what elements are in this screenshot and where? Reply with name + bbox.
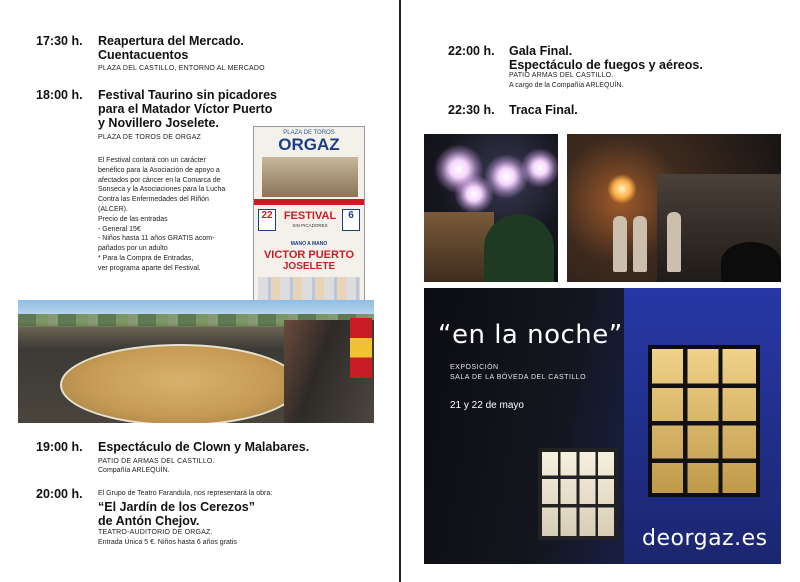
lower-window: [538, 448, 618, 540]
poster-day-left: 22: [258, 209, 276, 231]
event-company: Compañía ARLEQUÍN.: [98, 467, 170, 474]
event-2200: [448, 44, 778, 94]
event-title: Festival Taurino sin picadores para el Matador Víctor Puerto y Novillero Joselete.: [98, 88, 277, 130]
performer: [633, 216, 647, 272]
event-2230: [448, 103, 778, 119]
exhibition-dates: 21 y 22 de mayo: [450, 400, 524, 411]
event-title: Gala Final. Espectáculo de fuegos y aéreos.: [509, 44, 703, 72]
fireworks-photo: [424, 134, 558, 282]
event-time: 18:00 h.: [36, 88, 83, 102]
event-title: “El Jardín de los Cerezos” de Antón Chejov.: [98, 500, 255, 528]
lit-window: [648, 345, 760, 497]
event-time: 20:00 h.: [36, 487, 83, 501]
poster-matador: VICTOR PUERTO: [263, 249, 355, 261]
firework-burst: [454, 174, 494, 214]
event-title: Traca Final.: [509, 103, 578, 117]
fire-performance-photo: [567, 134, 781, 282]
event-venue: PLAZA DE TOROS DE ORGAZ: [98, 134, 202, 141]
performer: [667, 212, 681, 272]
tree-silhouette: [484, 214, 554, 282]
event-title: Reapertura del Mercado. Cuentacuentos: [98, 34, 244, 62]
event-price: Entrada Única 5 €. Niños hasta 6 años gratis: [98, 539, 237, 546]
poster-day-right: 6: [342, 209, 360, 231]
event-1730: [36, 34, 376, 74]
event-description: El Festival contará con un carácter benéfico para la Asociación de apoyo a afectados por cáncer en la Comarca de Sonseca y la Asociaciones para la Lucha Contra las Enfermedades del Riñón (ALCER). Precio de las entradas - General 15€ - Niños hasta 11 años GRATIS acom- pañados por un adulto * Para la Compra de Entradas, ver programa aparte del Festival.: [98, 157, 226, 272]
event-time: 19:00 h.: [36, 440, 83, 454]
event-company: A cargo de la Compañía ARLEQUÍN.: [509, 82, 624, 89]
event-title: Espectáculo de Clown y Malabares.: [98, 440, 310, 454]
event-time: 22:00 h.: [448, 44, 495, 58]
poster-town: ORGAZ: [278, 135, 340, 154]
event-2000: [36, 487, 376, 551]
event-venue: TEATRO-AUDITORIO DE ORGAZ.: [98, 529, 213, 536]
event-venue: PATIO DE ARMAS DEL CASTILLO.: [98, 458, 215, 465]
audience-silhouette: [721, 242, 781, 282]
poster-mano: MANO A MANO: [290, 241, 328, 247]
left-page: [0, 0, 399, 582]
event-time: 22:30 h.: [448, 103, 495, 117]
exhibition-title: “en la noche”: [438, 320, 623, 350]
poster-band: [254, 199, 364, 205]
exhibition-label: EXPOSICIÓN: [450, 364, 499, 371]
poster-novillero: JOSELETE: [282, 261, 336, 272]
brand-logo: deorgaz.es: [642, 526, 768, 551]
event-venue: PATIO ARMAS DEL CASTILLO.: [509, 72, 614, 79]
firework-burst: [520, 148, 558, 188]
event-venue: PLAZA DEL CASTILLO, ENTORNO AL MERCADO: [98, 65, 265, 72]
performer: [613, 216, 627, 272]
event-time: 17:30 h.: [36, 34, 83, 48]
exhibition-poster: [424, 288, 781, 564]
bullring-photo: [18, 300, 374, 423]
torch-glow: [607, 174, 637, 204]
festival-poster: [253, 126, 365, 308]
arena-sand: [60, 344, 300, 423]
spain-flag: [350, 318, 372, 378]
event-1900: [36, 440, 376, 476]
poster-venue: PLAZA DE TOROS: [283, 130, 335, 136]
poster-subtitle: SIN PICADORES: [292, 223, 328, 228]
poster-festival: FESTIVAL: [283, 210, 337, 222]
event-intro: El Grupo de Teatro Farandula, nos representará la obra:: [98, 490, 273, 497]
exhibition-venue: SALA DE LA BÓVEDA DEL CASTILLO: [450, 374, 587, 381]
poster-castle-image: [262, 157, 358, 197]
